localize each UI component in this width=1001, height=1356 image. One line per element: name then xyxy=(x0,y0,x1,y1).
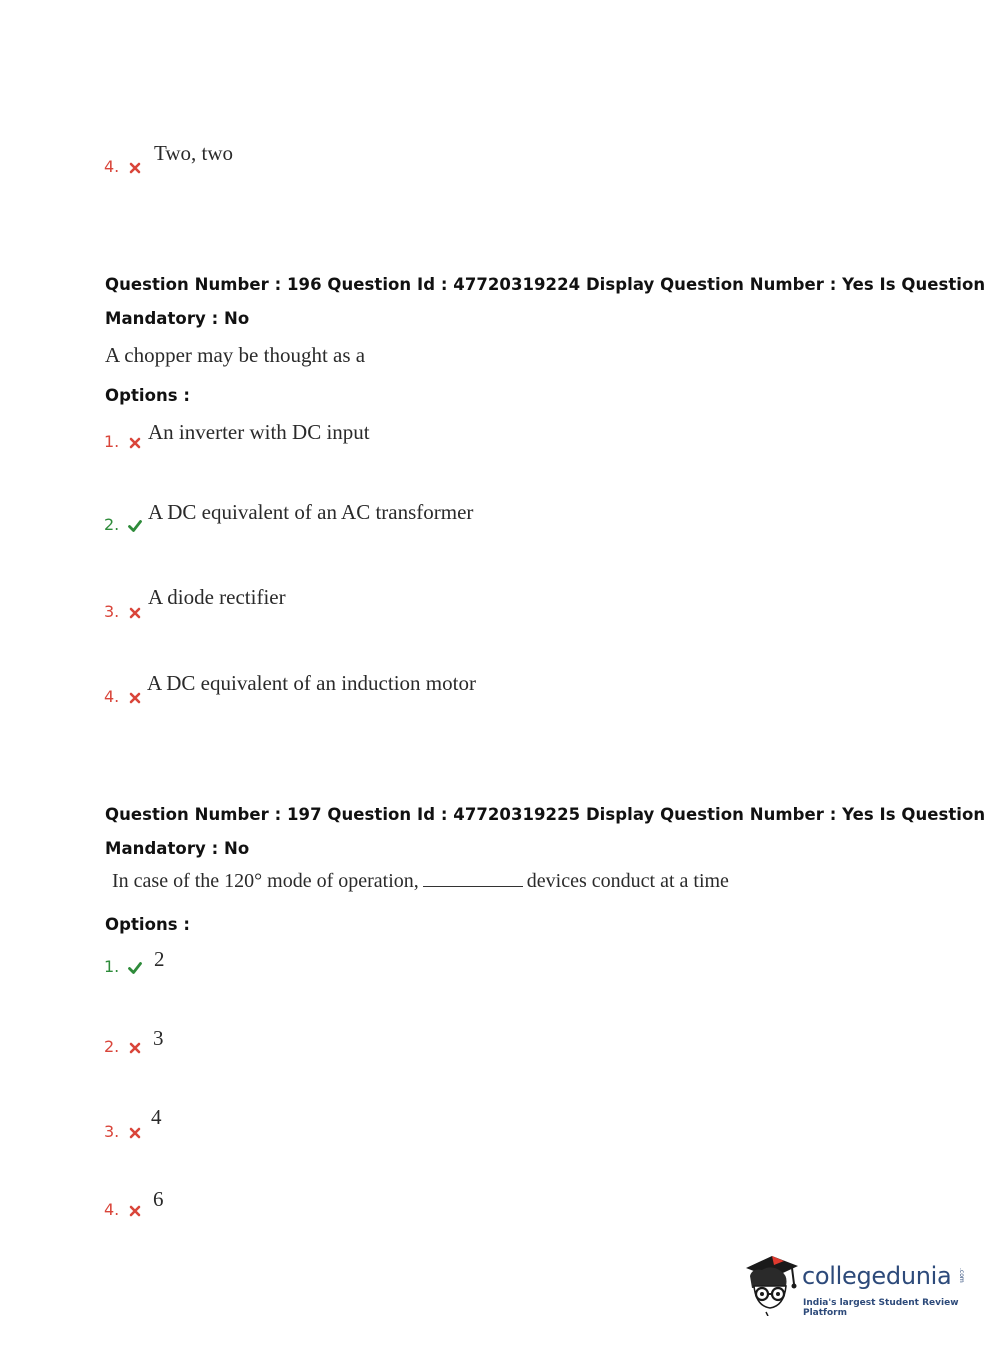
options-label: Options : xyxy=(105,915,191,934)
option-text: 2 xyxy=(154,947,165,971)
option-number: 2. xyxy=(104,1037,120,1056)
option-4 xyxy=(104,687,142,706)
question-mandatory: Mandatory : No xyxy=(105,309,250,328)
option-2 xyxy=(104,1037,142,1056)
option-text: 3 xyxy=(153,1026,164,1050)
cross-icon xyxy=(128,161,142,175)
option-text: 4 xyxy=(151,1105,162,1129)
option-text: A DC equivalent of an AC transformer xyxy=(148,500,474,524)
prev-option-4 xyxy=(104,157,142,176)
option-number: 2. xyxy=(104,515,120,534)
option-number: 3. xyxy=(104,602,120,621)
cross-icon xyxy=(128,1041,142,1055)
option-1 xyxy=(104,432,142,451)
cross-icon xyxy=(128,606,142,620)
option-text: Two, two xyxy=(154,141,234,165)
option-text: 6 xyxy=(153,1187,164,1211)
cross-icon xyxy=(128,1204,142,1218)
question-text-part2: devices conduct at a time xyxy=(526,870,729,892)
option-text: A diode rectifier xyxy=(148,585,286,609)
option-number: 1. xyxy=(104,432,120,451)
option-4 xyxy=(104,1200,142,1219)
option-number: 4. xyxy=(104,1200,120,1219)
option-number: 4. xyxy=(104,687,120,706)
question-text xyxy=(112,870,729,893)
question-text: A chopper may be thought as a xyxy=(105,343,366,367)
option-1 xyxy=(104,957,142,976)
cross-icon xyxy=(128,436,142,450)
question-header: Question Number : 196 Question Id : 47720319224 Display Question Number : Yes Is Question xyxy=(105,275,986,294)
question-mandatory: Mandatory : No xyxy=(105,839,250,858)
question-text-part1: In case of the 120° mode of operation, xyxy=(112,870,419,892)
option-number: 1. xyxy=(104,957,120,976)
logo-suffix: .com xyxy=(958,1268,965,1283)
option-number: 3. xyxy=(104,1122,120,1141)
answer-blank xyxy=(423,885,523,887)
checkmark-icon xyxy=(128,961,142,975)
logo-wordmark: collegedunia xyxy=(802,1262,952,1290)
collegedunia-logo xyxy=(742,1248,972,1320)
checkmark-icon xyxy=(128,519,142,533)
cross-icon xyxy=(128,1126,142,1140)
option-3 xyxy=(104,602,142,621)
logo-tagline: India's largest Student Review Platform xyxy=(803,1298,959,1318)
option-text: A DC equivalent of an induction motor xyxy=(147,671,476,695)
option-text: An inverter with DC input xyxy=(148,420,370,444)
question-header: Question Number : 197 Question Id : 47720319225 Display Question Number : Yes Is Question xyxy=(105,805,986,824)
option-number: 4. xyxy=(104,157,120,176)
cross-icon xyxy=(128,691,142,705)
mascot-icon xyxy=(742,1250,800,1316)
option-2 xyxy=(104,515,142,534)
options-label: Options : xyxy=(105,386,191,405)
option-3 xyxy=(104,1122,142,1141)
